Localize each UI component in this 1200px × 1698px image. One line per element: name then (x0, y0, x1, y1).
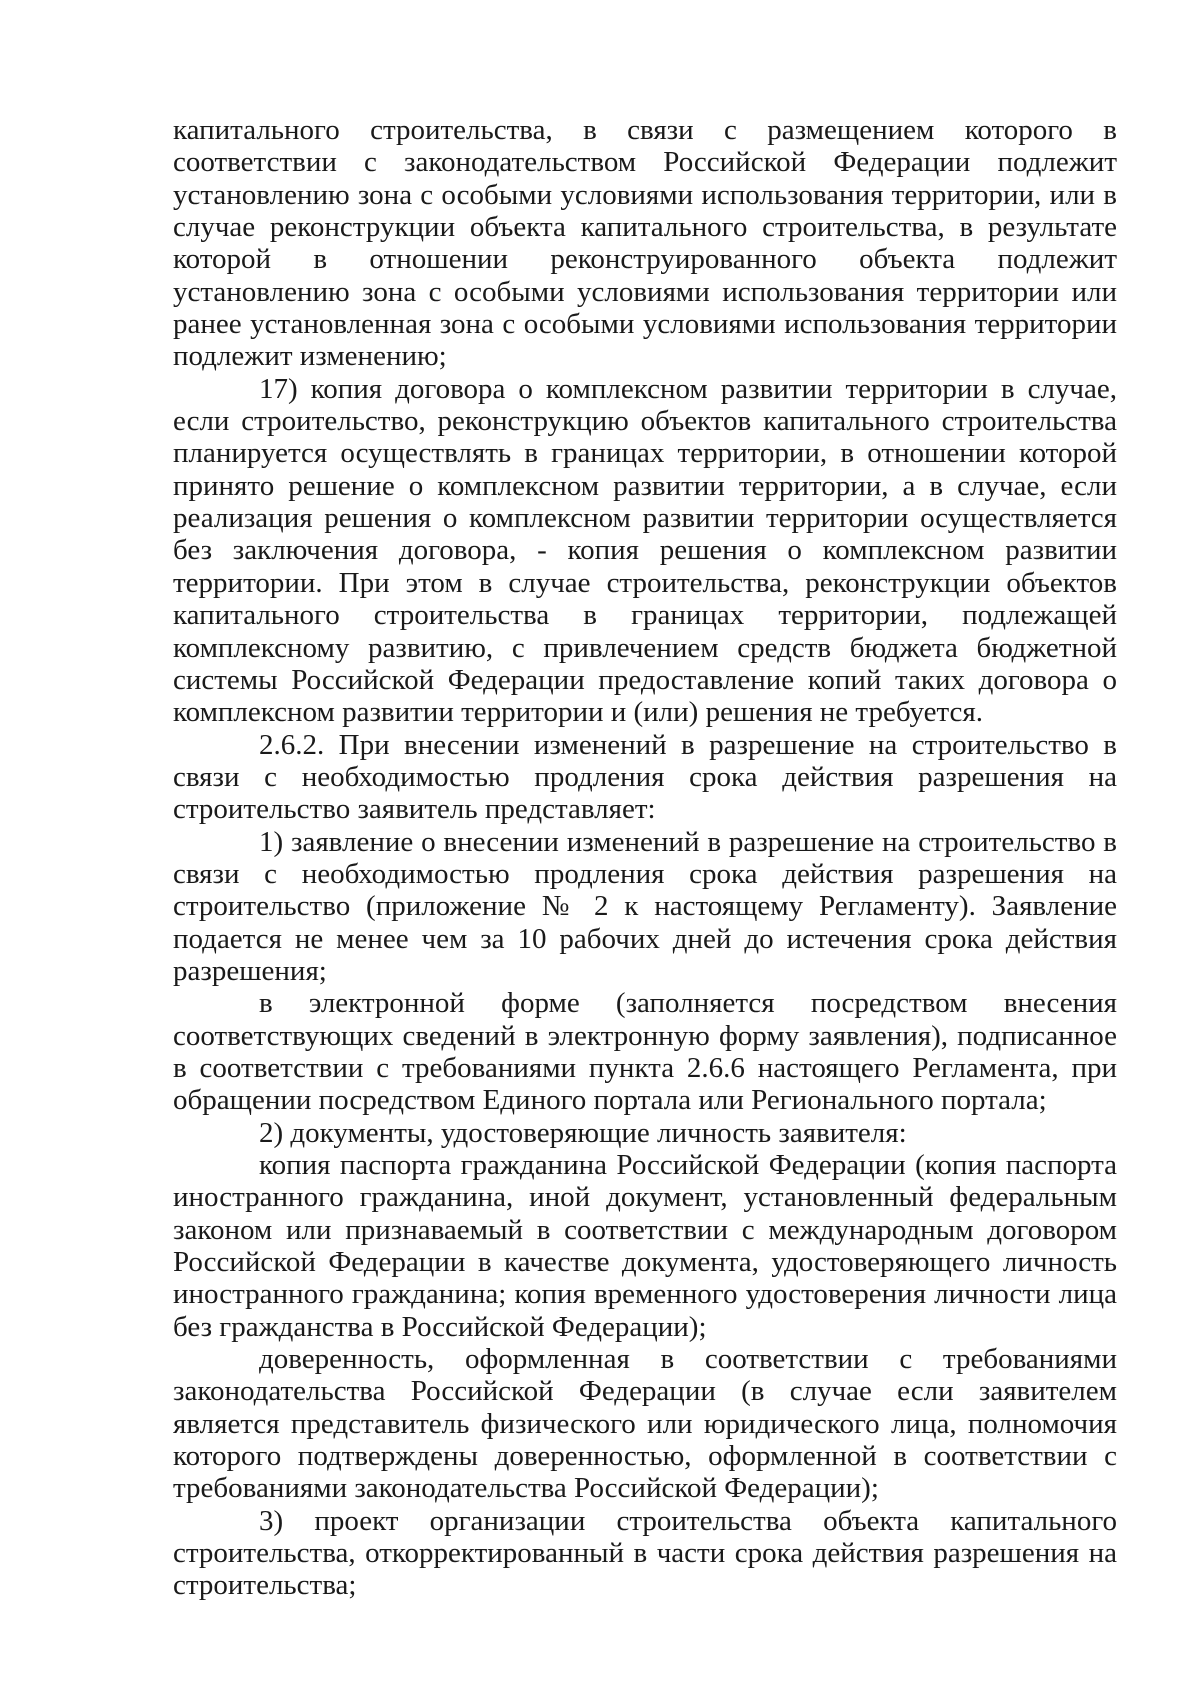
paragraph-item-17: 17) копия договора о комплексном развитии территории в случае, если строительство, реконструкцию объектов капитального строительства планируется осуществлять в границах территории, в отношении которой принято решение о комплексном развитии территории, а в случае, если реализация решения о комплексном развитии территории осуществляется без заключения договора, - копия решения о комплексном развитии территории. При этом в случае строительства, реконструкции объектов капитального строительства в границах территории, подлежащей комплексному развитию, с привлечением средств бюджета бюджетной системы Российской Федерации предоставление копий таких договора о комплексном развитии территории и (или) решения не требуется. (173, 372, 1117, 729)
paragraph-item-2: 2) документы, удостоверяющие личность заявителя: (259, 1116, 907, 1149)
paragraph-power-of-attorney: доверенность, оформленная в соответствии с требованиями законодательства Российской Федерации (в случае если заявителем является представитель физического или юридического лица, полномочия которого подтверждены доверенностью, оформленной в соответствии с требованиями законодательства Российской Федерации); (173, 1343, 1117, 1505)
paragraph-passport-copy: копия паспорта гражданина Российской Федерации (копия паспорта иностранного гражданина, иной документ, установленный федеральным законом или признаваемый в соответствии с международным договором Российской Федерации в качестве документа, удостоверяющего личность иностранного гражданина; копия временного удостоверения личности лица без гражданства в Российской Федерации); (173, 1149, 1117, 1343)
paragraph-2-6-2: 2.6.2. При внесении изменений в разрешение на строительство в связи с необходимостью продления срока действия разрешения на строительство заявитель представляет: (173, 728, 1117, 826)
paragraph-zone-conditions: капитального строительства, в связи с размещением которого в соответствии с законодательством Российской Федерации подлежит установлению зона с особыми условиями использования территории, или в случае реконструкции объекта капитального строительства, в результате которой в отношении реконструированного объекта подлежит установлению зона с особыми условиями использования территории или ранее установленная зона с особыми условиями использования территории подлежит изменению; (173, 114, 1117, 373)
paragraph-electronic-form: в электронной форме (заполняется посредством внесения соответствующих сведений в электронную форму заявления), подписанное в соответствии с требованиями пункта 2.6.6 настоящего Регламента, при обращении посредством Единого портала или Регионального портала; (173, 987, 1117, 1117)
document-page (173, 114, 1117, 1602)
paragraph-item-3: 3) проект организации строительства объекта капитального строительства, откорректированный в части срока действия разрешения на строительства; (173, 1504, 1117, 1602)
paragraph-item-1: 1) заявление о внесении изменений в разрешение на строительство в связи с необходимостью продления срока действия разрешения на строительство (приложение № 2 к настоящему Регламенту). Заявление подается не менее чем за 10 рабочих дней до истечения срока действия разрешения; (173, 825, 1117, 987)
